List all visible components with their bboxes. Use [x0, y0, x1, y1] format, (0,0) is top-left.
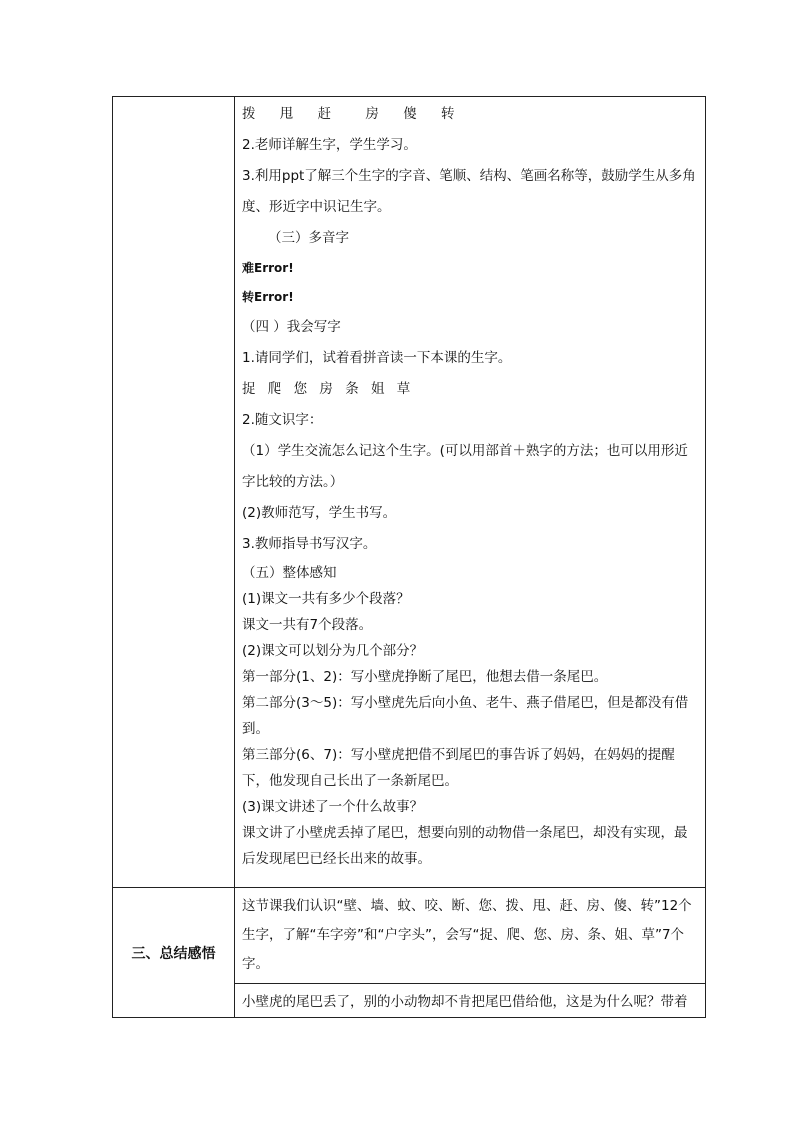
character: 姐	[370, 381, 385, 397]
paragraph: 3.利用ppt了解三个生字的字音、笔顺、结构、笔画名称等，鼓励学生从多角度、形近字中识记生字。	[242, 168, 696, 215]
paragraph: 难Error!	[242, 261, 294, 275]
summary-content-cell	[235, 888, 706, 1018]
character: 条	[345, 381, 359, 397]
section-heading: （五）整体感知	[242, 565, 337, 581]
question: (1)课文一共有多少个段落？	[242, 591, 410, 607]
summary-paragraph: 这节课我们认识“壁、墙、蚊、咬、断、您、拨、甩、赶、房、傻、转”12个生字，了解“车字旁”和“户字头”，会写“捉、爬、您、房、条、姐、草”7个字。	[242, 898, 692, 972]
lesson-plan-table	[112, 96, 706, 1018]
answer: 课文讲了小壁虎丢掉了尾巴，想要向别的动物借一条尾巴，却没有实现，最后发现尾巴已经长出来的故事。	[242, 825, 688, 867]
character: 赶	[317, 106, 332, 122]
answer: 第二部分(3～5)：写小壁虎先后向小鱼、老牛、燕子借尾巴，但是都没有借到。	[242, 695, 689, 737]
answer: 第三部分(6、7)：写小壁虎把借不到尾巴的事告诉了妈妈，在妈妈的提醒下，他发现自己长出了一条新尾巴。	[242, 747, 675, 789]
table-row	[113, 97, 706, 888]
question: (2)课文可以划分为几个部分？	[242, 643, 424, 659]
answer: 课文一共有7个段落。	[242, 617, 373, 633]
character: 捉	[242, 381, 256, 397]
character: 拨	[242, 106, 256, 122]
character: 房	[365, 106, 379, 122]
paragraph: （1）学生交流怎么记这个生字。(可以用部首＋熟字的方法；也可以用形近字比较的方法。）	[242, 443, 688, 490]
character: 您	[293, 381, 308, 397]
character: 爬	[267, 381, 282, 397]
summary-paragraph: 小壁虎的尾巴丢了，别的小动物却不肯把尾巴借给他，这是为什么呢？带着	[235, 983, 705, 1017]
table-row	[113, 888, 706, 1018]
character: 甩	[279, 106, 294, 122]
summary-label-cell	[113, 888, 235, 1018]
character: 傻	[403, 106, 417, 122]
question: (3)课文讲述了一个什么故事？	[242, 799, 424, 815]
section-heading: （四 ）我会写字	[242, 319, 341, 335]
paragraph: (2)教师范写，学生书写。	[242, 505, 397, 521]
new-characters-line-2	[242, 374, 699, 405]
character: 草	[396, 381, 411, 397]
row-label-cell-empty	[113, 97, 235, 888]
character: 房	[319, 381, 333, 397]
row-content-cell	[235, 97, 706, 888]
paragraph: 2.随文识字：	[242, 412, 323, 428]
new-characters-line-1	[242, 99, 699, 130]
character: 转	[440, 106, 455, 122]
paragraph: 1.请同学们，试着看拼音读一下本课的生字。	[242, 350, 512, 366]
paragraph: 3.教师指导书写汉字。	[242, 536, 377, 552]
paragraph: 转Error!	[242, 290, 294, 304]
paragraph: 2.老师详解生字，学生学习。	[242, 137, 417, 153]
answer: 第一部分(1、2)：写小壁虎挣断了尾巴，他想去借一条尾巴。	[242, 669, 608, 685]
section-heading: （三）多音字	[268, 230, 349, 246]
summary-label: 三、总结感悟	[131, 945, 216, 962]
